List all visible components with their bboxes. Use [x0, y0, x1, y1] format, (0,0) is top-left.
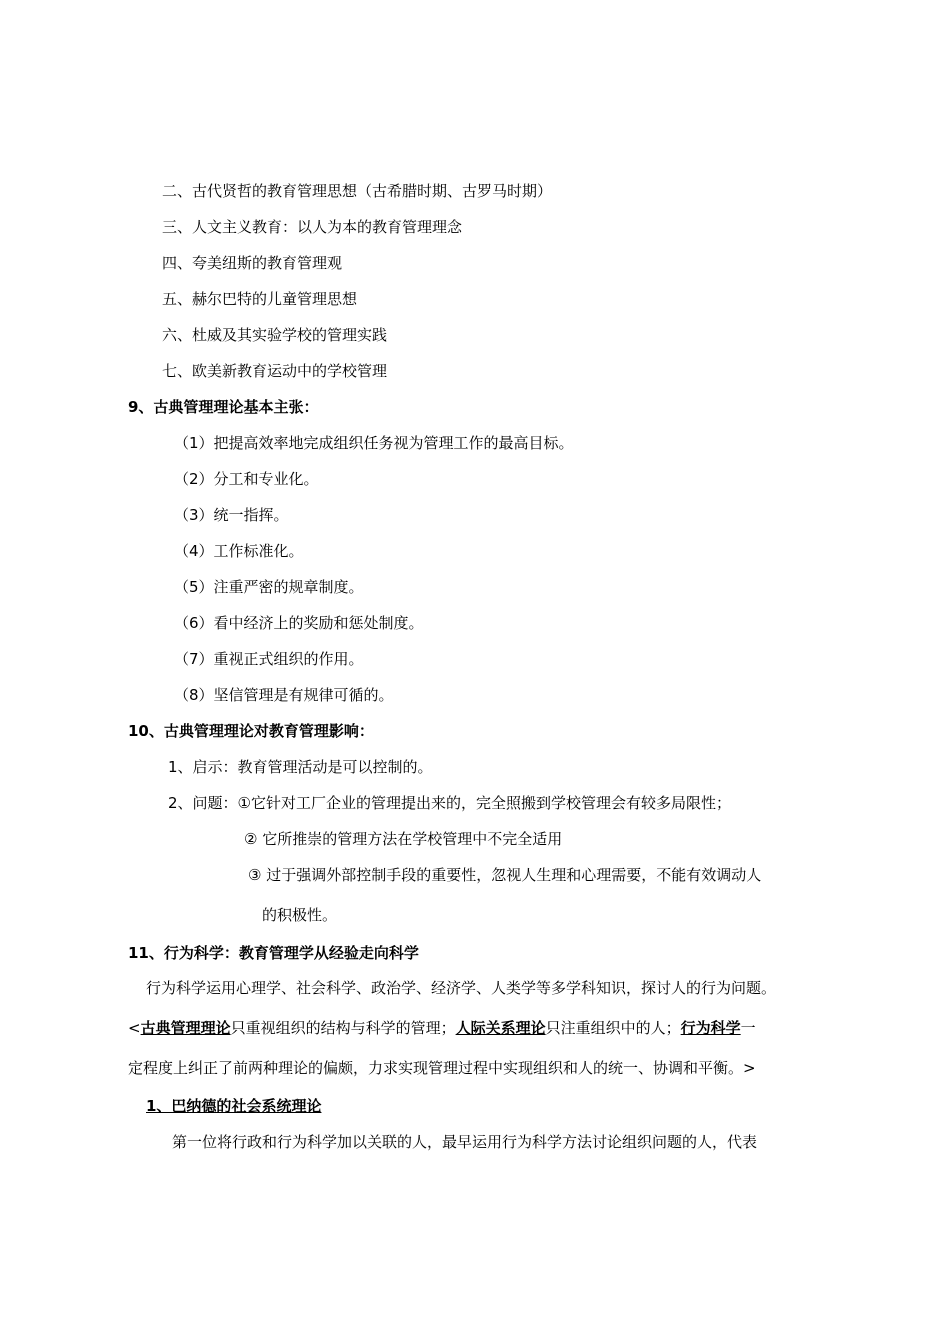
section10-point-2c-cont: 的积极性。: [262, 906, 338, 924]
note-text-2: 只注重组织中的人；: [545, 1019, 681, 1037]
note-text-3: 一: [740, 1019, 756, 1037]
section9-item-8: （8）坚信管理是有规律可循的。: [174, 686, 394, 704]
section9-item-7: （7）重视正式组织的作用。: [174, 650, 364, 668]
term-human-relations: 人际关系理论: [455, 1019, 546, 1037]
section11-note-line1: [128, 1018, 756, 1038]
section9-heading: 9、古典管理理论基本主张：: [128, 398, 319, 416]
history-item-2: 二、古代贤哲的教育管理思想（古希腊时期、古罗马时期）: [162, 182, 553, 200]
section9-item-4: （4）工作标准化。: [174, 542, 304, 560]
note-open-bracket: <: [128, 1019, 141, 1037]
history-item-3: 三、人文主义教育：以人为本的教育管理理念: [162, 218, 463, 236]
section9-item-6: （6）看中经济上的奖励和惩处制度。: [174, 614, 424, 632]
term-classical-management: 古典管理理论: [140, 1019, 231, 1037]
history-item-5: 五、赫尔巴特的儿童管理思想: [162, 290, 358, 308]
section9-item-5: （5）注重严密的规章制度。: [174, 578, 364, 596]
section10-heading: 10、古典管理理论对教育管理影响：: [128, 722, 374, 740]
section9-item-2: （2）分工和专业化。: [174, 470, 319, 488]
barnard-heading: 1、巴纳德的社会系统理论: [146, 1097, 322, 1115]
history-item-7: 七、欧美新教育运动中的学校管理: [162, 362, 388, 380]
history-item-4: 四、夸美纽斯的教育管理观: [162, 254, 343, 272]
section10-point-2: 2、问题：①它针对工厂企业的管理提出来的，完全照搬到学校管理会有较多局限性；: [168, 794, 731, 812]
barnard-paragraph: 第一位将行政和行为科学加以关联的人，最早运用行为科学方法讨论组织问题的人，代表: [172, 1133, 758, 1151]
section9-item-1: （1）把提高效率地完成组织任务视为管理工作的最高目标。: [174, 434, 574, 452]
section9-item-3: （3）统一指挥。: [174, 506, 289, 524]
note-text-1: 只重视组织的结构与科学的管理；: [230, 1019, 456, 1037]
term-behavioral-science: 行为科学: [680, 1019, 741, 1037]
section10-point-2b: ② 它所推崇的管理方法在学校管理中不完全适用: [244, 830, 563, 848]
history-item-6: 六、杜威及其实验学校的管理实践: [162, 326, 388, 344]
section11-heading: 11、行为科学：教育管理学从经验走向科学: [128, 944, 419, 962]
section10-point-1: 1、启示：教育管理活动是可以控制的。: [168, 758, 433, 776]
section11-paragraph: 行为科学运用心理学、社会科学、政治学、经济学、人类学等多学科知识，探讨人的行为问题。: [146, 979, 777, 997]
section10-point-2c: ③ 过于强调外部控制手段的重要性，忽视人生理和心理需要，不能有效调动人: [248, 866, 762, 884]
section11-note-line2: 定程度上纠正了前两种理论的偏颇，力求实现管理过程中实现组织和人的统一、协调和平衡。>: [128, 1059, 756, 1077]
